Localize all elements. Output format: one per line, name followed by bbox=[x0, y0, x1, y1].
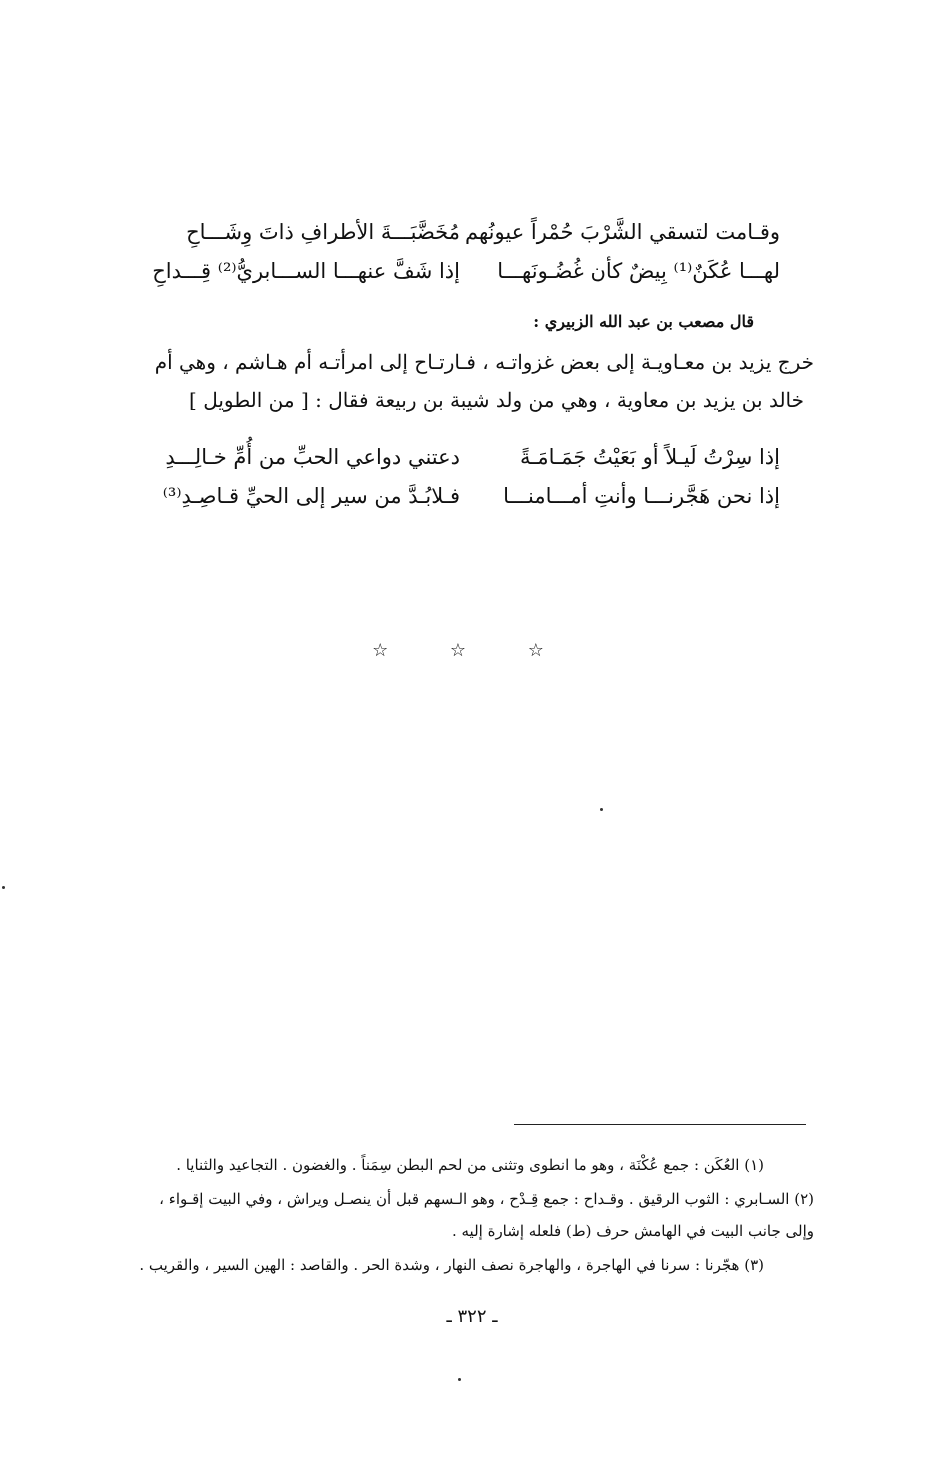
poem1-verse-1-second-hemistich: مُخَضَّبَـــةَ الأطرافِ ذاتَ وِشَـــاحِ bbox=[186, 220, 460, 244]
poem2-verse-2-second-hemistich: فـلابُـدَّ من سير إلى الحيِّ قـاصِـدِ⁽³⁾ bbox=[162, 484, 460, 508]
footnote-divider bbox=[514, 1124, 806, 1125]
footnote-2-line-1: (٢) السـابري : الثوب الرقيق . وقـداح : جمع قِـدْح ، وهو الـسهم قبل أن ينصـل ويراش ، وفي البيت إقـواء ، bbox=[159, 1190, 814, 1208]
scan-speck bbox=[458, 1378, 461, 1381]
poem1-verse-1 bbox=[120, 212, 820, 252]
poem1-verse-2-first-hemistich: لهـــا عُكَنٌ⁽¹⁾ بِيضٌ كأن غُضُـونَهـــا bbox=[497, 259, 780, 283]
footnote-1: (١) العُكَن : جمع عُكْنَة ، وهو ما انطوى وتثنى من لحم البطن سِمَناً . والغضون . التجاعيد والثنايا . bbox=[176, 1156, 764, 1174]
narrator-intro-line: قال مصعب بن عبد الله الزبيري : bbox=[533, 312, 754, 331]
poem2-verse-2 bbox=[120, 476, 820, 516]
prose-line-1: خرج يزيد بن معـاويـة إلى بعض غزواتـه ، فـارتـاح إلى امرأتـه أم هـاشم ، وهي أم bbox=[154, 350, 814, 374]
poem2-verse-1 bbox=[120, 437, 820, 477]
page-number: ـ ٣٢٢ ـ bbox=[446, 1306, 498, 1327]
footnote-2-line-2: وإلى جانب البيت في الهامش حرف (ط) فلعله إشارة إليه . bbox=[451, 1222, 814, 1240]
footnote-3: (٣) هجّرنا : سرنا في الهاجرة ، والهاجرة نصف النهار ، وشدة الحر . والقاصد : الهين السير ، والقريب . bbox=[139, 1256, 764, 1274]
poem2-verse-1-first-hemistich: إذا سِرْتُ لَيـلاً أو بَعَيْتُ جَمَـامَـةً bbox=[519, 445, 780, 469]
poem1-verse-1-first-hemistich: وقـامت لتسقي الشَّرْبَ حُمْراً عيونُهم bbox=[465, 220, 780, 244]
scan-speck bbox=[600, 808, 603, 811]
poem1-verse-2-second-hemistich: إذا شَفَّ عنهـــا الســـابريُّ⁽²⁾ قِـــداحِ bbox=[152, 259, 460, 283]
poem2-verse-1-second-hemistich: دعتني دواعي الحبِّ من أُمِّ خـالِـــدِ bbox=[165, 445, 460, 469]
scan-speck bbox=[2, 886, 5, 889]
poem2-verse-2-first-hemistich: إذا نحن هَجَّرنـــا وأنتِ أمـــامنـــا bbox=[503, 484, 780, 508]
star-separator: ☆ ☆ ☆ bbox=[372, 640, 572, 661]
prose-line-2: خالد بن يزيد بن معاوية ، وهي من ولد شيبة بن ربيعة فقال : [ من الطويل ] bbox=[189, 388, 804, 412]
poem1-verse-2 bbox=[120, 251, 820, 291]
